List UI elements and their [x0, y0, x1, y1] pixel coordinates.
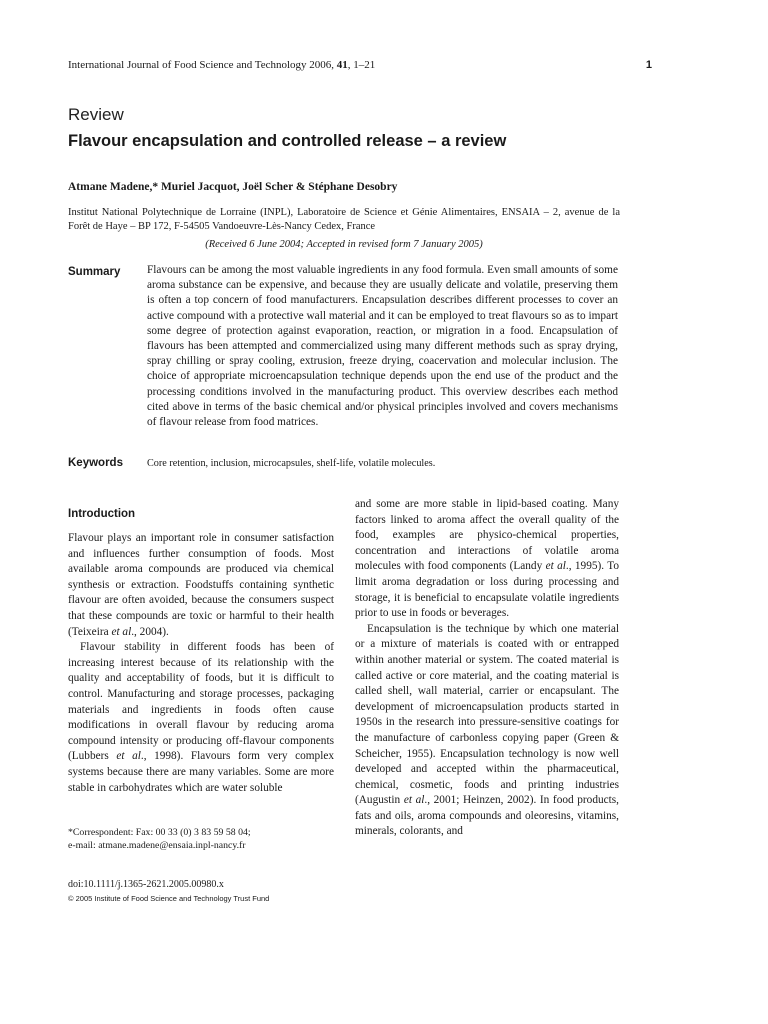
page-number: 1: [645, 59, 652, 71]
footnote-fax: *Correspondent: Fax: 00 33 (0) 3 83 59 58 04;: [68, 827, 251, 838]
article-type-label: Review: [68, 105, 124, 124]
running-head: [68, 58, 628, 72]
introduction-paragraph-4: Encapsulation is the technique by which one material or a mixture of materials is coated with or entrapped within another material or system. The coated material is called active or core material, and the coating material is called shell, wall material, carrier or encapsulant. The development of microencapsulation products started in 1950s in the research into pressure-sensitive coatings for the manufacture of carbonless copying paper (Green & Scheicher, 1955). Encapsulation technology is now well developed and accepted within the pharmaceutical, chemical, cosmetic, foods and printing industries (Augustin et al., 2001; Heinzen, 2002). In food products, fats and oils, aroma compounds and oleoresins, vitamins, minerals, colorants, and: [355, 622, 619, 838]
introduction-paragraph-1: Flavour plays an important role in consumer satisfaction and influences further consumption of foods. Most available aroma compounds are produced via chemical synthesis or extraction. Foodstuffs containing synthetic flavour are often avoided, because the consumers suspect that these compounds are toxic or harmful to their health (Teixeira et al., 2004).: [68, 532, 334, 638]
keywords-label: Keywords: [68, 457, 123, 469]
correspondent-footnote: [68, 826, 334, 852]
doi: doi:10.1111/j.1365-2621.2005.00980.x: [68, 879, 224, 890]
journal-name: International Journal of Food Science and Technology 2006,: [68, 59, 337, 71]
author-affiliation: Institut National Polytechnique de Lorraine (INPL), Laboratoire de Science et Génie Alimentaires, ENSAIA – 2, avenue de la Forêt de Haye – BP 172, F-54505 Vandoeuvre-Lès-Nancy Cedex, France: [68, 207, 620, 232]
introduction-heading: Introduction: [68, 508, 136, 520]
introduction-paragraph-2: Flavour stability in different foods has been of increasing interest because of its relationship with the quality and acceptability of foods, but it is difficult to control. Manufacturing and storage processes, packaging materials and ingredients in foods often cause modifications in overall flavour by reducing aroma compound intensity or producing off-flavour components (Lubbers et al., 1998). Flavours form very complex systems because there are many variables. Some are more stable in carbohydrates which are water soluble: [68, 641, 335, 794]
summary-label: Summary: [68, 266, 121, 278]
received-dates: (Received 6 June 2004; Accepted in revised form 7 January 2005): [205, 239, 483, 250]
journal-pages: , 1–21: [347, 59, 376, 71]
footnote-email: e-mail: atmane.madene@ensaia.inpl-nancy.fr: [68, 840, 246, 851]
right-column: [355, 497, 619, 840]
summary-text: Flavours can be among the most valuable ingredients in any food formula. Even small amounts of some aroma substance can be expensive, and because they are usually delicate and volatile, preserving them is often a top concern of food manufacturers. Encapsulation describes different processes to cover an active compound with a protective wall material and it can be employed to treat flavours so as to impart some degree of protection against evaporation, reaction, or migration in a food. Encapsulation of flavours has been attempted and commercialized using many different methods such as spray drying, spray chilling or spray cooling, extrusion, freeze drying, coacervation and molecular inclusion. The choice of appropriate microencapsulation technique depends upon the end use of the product and the processing conditions involved in the manufacturing product. This overview describes each method cited above in terms of the basic chemical and/or physical principles involved and covers mechanisms of flavour release from food matrices.: [147, 264, 618, 429]
introduction-paragraph-3: and some are more stable in lipid-based coating. Many factors linked to aroma affect the overall quality of the food, examples are physico-chemical properties, concentration and interactions of volatile aroma molecules with food components (Landy et al., 1995). To limit aroma degradation or loss during processing and storage, it is beneficial to encapsulate volatile ingredients prior to use in foods or beverages.: [355, 498, 619, 620]
copyright-notice: © 2005 Institute of Food Science and Technology Trust Fund: [68, 894, 270, 903]
keywords-text: Core retention, inclusion, microcapsules, shelf-life, volatile molecules.: [147, 458, 436, 469]
article-title: Flavour encapsulation and controlled release – a review: [68, 132, 507, 150]
journal-volume: 41: [336, 59, 348, 71]
left-column: [68, 507, 334, 796]
author-list: Atmane Madene,* Muriel Jacquot, Joël Scher & Stéphane Desobry: [68, 181, 398, 193]
